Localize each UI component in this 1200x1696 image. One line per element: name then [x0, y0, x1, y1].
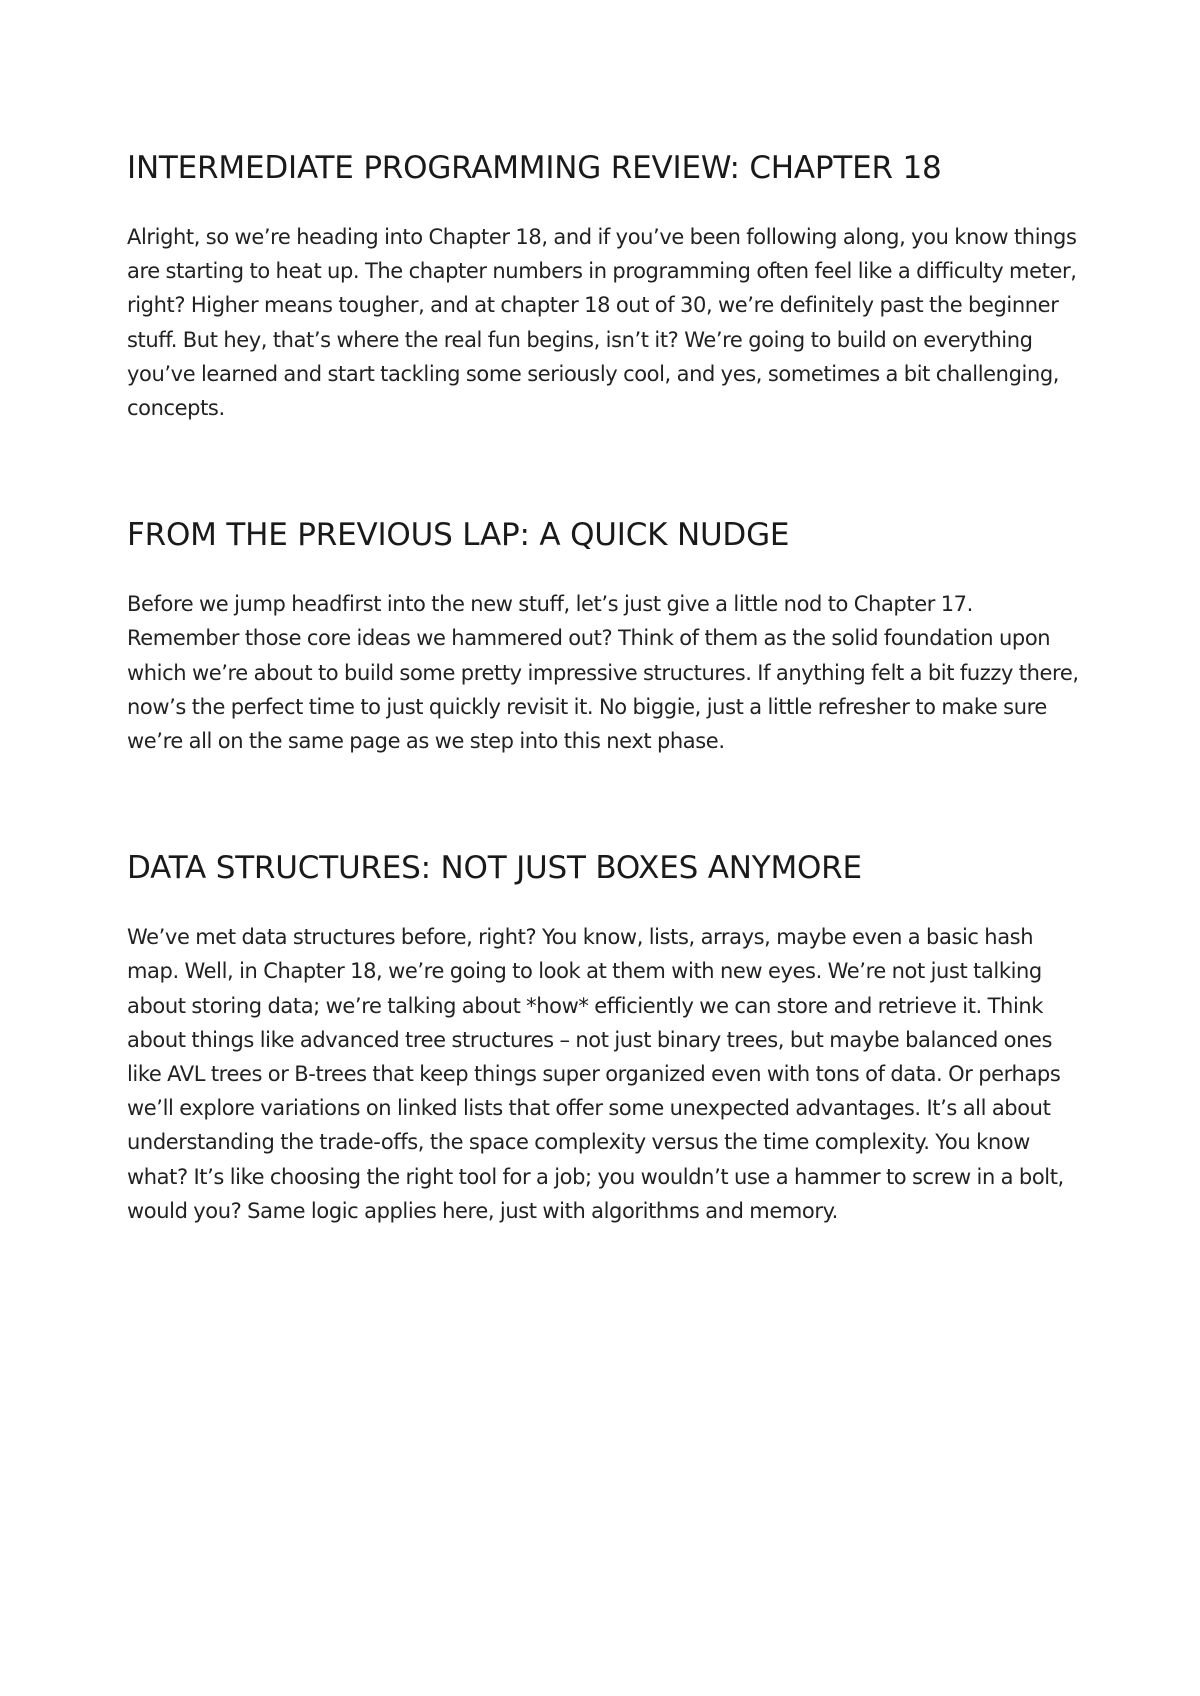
section-chapter-review — [127, 148, 1087, 425]
section-paragraph: Alright, so we’re heading into Chapter 18, and if you’ve been following along, you know things are starting to heat up. The chapter numbers in programming often feel like a difficulty meter, right? Higher means tougher, and at chapter 18 out of 30, we’re definitely past the beginner stuff. But hey, that’s where the real fun begins, isn’t it? We’re going to build on everything you’ve learned and start tackling some seriously cool, and yes, sometimes a bit challenging, concepts. — [127, 225, 1077, 421]
document-page — [127, 148, 1087, 1228]
section-heading: FROM THE PREVIOUS LAP: A QUICK NUDGE — [127, 517, 790, 554]
section-heading: DATA STRUCTURES: NOT JUST BOXES ANYMORE — [127, 850, 862, 887]
section-data-structures — [127, 848, 1087, 1228]
section-paragraph: We’ve met data structures before, right? You know, lists, arrays, maybe even a basic hash map. Well, in Chapter 18, we’re going to look at them with new eyes. We’re not just talking about storing data; we’re talking about *how* efficiently we can store and retrieve it. Think about things like advanced tree structures – not just binary trees, but maybe balanced ones like AVL trees or B-trees that keep things super organized even with tons of data. Or perhaps we’ll explore variations on linked lists that offer some unexpected advantages. It’s all about understanding the trade-offs, the space complexity versus the time complexity. You know what? It’s like choosing the right tool for a job; you wouldn’t use a hammer to screw in a bolt, would you? Same logic applies here, just with algorithms and memory. — [127, 925, 1064, 1223]
section-previous-lap — [127, 515, 1087, 758]
section-heading: INTERMEDIATE PROGRAMMING REVIEW: CHAPTER 18 — [127, 150, 942, 186]
section-paragraph: Before we jump headfirst into the new stuff, let’s just give a little nod to Chapter 17. Remember those core ideas we hammered out? Think of them as the solid foundation upon which we’re about to build some pretty impressive structures. If anything felt a bit fuzzy there, now’s the perfect time to just quickly revisit it. No biggie, just a little refresher to make sure we’re all on the same page as we step into this next phase. — [127, 592, 1079, 754]
